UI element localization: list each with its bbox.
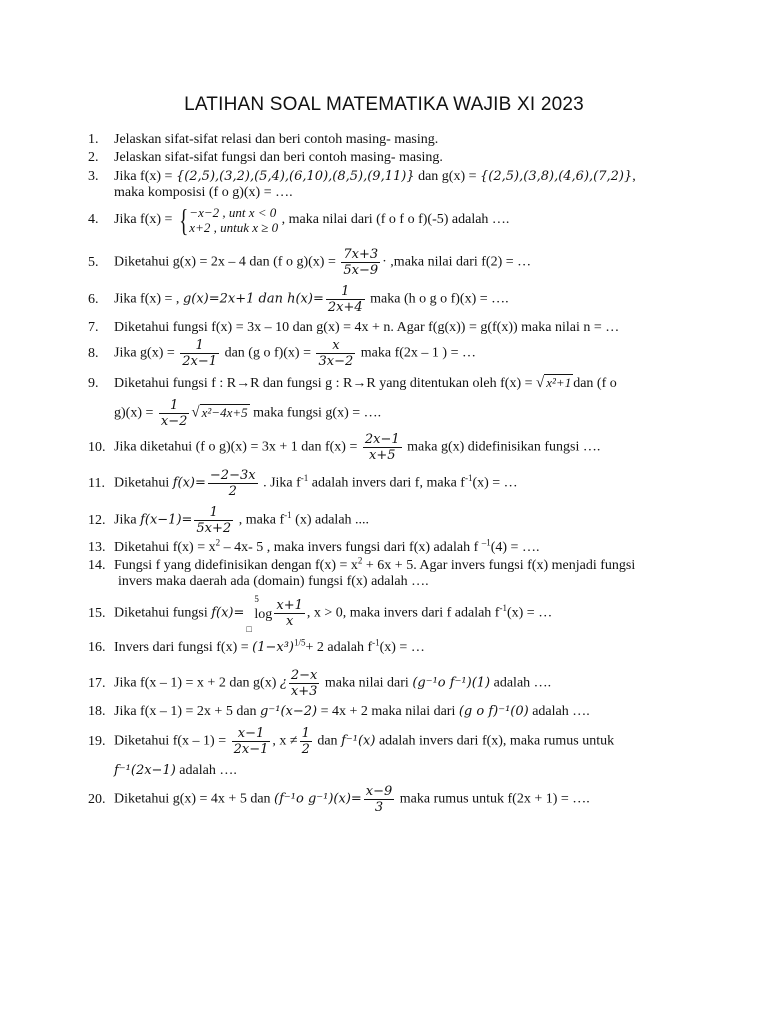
radical-sign: √ xyxy=(191,404,200,421)
question-1: 1. Jelaskan sifat-sifat relasi dan beri contoh masing- masing. xyxy=(88,132,439,147)
fraction: $\frac{-2-3x}{2}$ xyxy=(209,468,256,499)
fraction: $\frac{x+1}{x}$ xyxy=(276,598,303,629)
question-4: 4. Jika f(x) = { −x−2 , unt x < 0 x+2 , untuk x ≥ 0 , maka nilai dari (f o f o f)(-5) adalah …. xyxy=(88,202,510,238)
fraction: $\frac{2x-1}{x+5}$ xyxy=(364,432,400,463)
question-18: 18. Jika f(x – 1) = 2x + 5 dan g⁻¹(x−2) = 4x + 2 maka nilai dari (g o f)⁻¹(0) adalah …. xyxy=(88,704,590,719)
fraction: $\frac{2-x}{x+3}$ xyxy=(290,668,318,699)
question-7: 7. Diketahui fungsi f(x) = 3x – 10 dan g(x) = 4x + n. Agar f(g(x)) = g(f(x)) maka nilai n = … xyxy=(88,320,620,335)
question-6: 6. Jika f(x) = , g(x)=2x+1 dan h(x)= $\frac{1}{2x+4}$ maka (h o g o f)(x) = …. xyxy=(88,284,509,315)
piecewise-cases: −x−2 , unt x < 0 x+2 , untuk x ≥ 0 xyxy=(189,205,279,235)
fraction: $\frac{x-1}{2x-1}$ xyxy=(233,726,269,757)
fraction: $\frac{x-9}{3}$ xyxy=(365,784,393,815)
cases-brace: { xyxy=(179,202,189,238)
question-11: 11. Diketahui f(x)= $\frac{-2-3x}{2}$ . Jika $f^{-1}$ adalah invers dari f, maka $f^{-1}(x)$ = … xyxy=(88,468,518,499)
fraction: $\frac{x}{3x-2}$ xyxy=(318,338,354,369)
fraction: $\frac{1}{x-2}$ xyxy=(160,398,188,429)
fraction: $\frac{1}{2}$ xyxy=(301,726,310,757)
question-13: 13. Diketahui $f(x) = x^2 - 4x-$ 5 , maka invers fungsi dari f(x) adalah f $^{-1}$(4) = …. xyxy=(88,537,540,555)
question-2: 2. Jelaskan sifat-sifat fungsi dan beri contoh masing- masing. xyxy=(88,150,443,165)
question-15: 15. Diketahui fungsi f(x)= 5 log □ $\frac{x+1}{x}$ , x > 0, maka invers dari f adalah $f^{-1}(x)$ = … xyxy=(88,593,553,634)
question-3-line-2: maka komposisi (f o g)(x) = …. xyxy=(114,185,293,200)
fraction: $\frac{1}{2x+4}$ xyxy=(327,284,363,315)
radical-sign: √ xyxy=(536,375,545,391)
question-14: 14. Fungsi f yang didefinisikan dengan $f(x) = x^2 + 6x + 5$. Agar invers fungsi f(x) menjadi fungsi invers maka daerah ada (domain) fungsi f(x) adalah …. xyxy=(88,558,688,590)
logarithm: 5 log □ xyxy=(246,593,273,634)
fraction: $\frac{1}{5x+2}$ xyxy=(196,505,232,536)
question-8: 8. Jika g(x) = $\frac{1}{2x-1}$ dan (g o f)(x) = $\frac{x}{3x-2}$ maka f(2x – 1 ) = … xyxy=(88,338,476,369)
question-10: 10. Jika diketahui (f o g)(x) = 3x + 1 dan f(x) = $\frac{2x-1}{x+5}$ maka g(x) didefinisikan fungsi …. xyxy=(88,432,601,463)
question-9: 9. Diketahui fungsi f : R→R dan fungsi g : R→R yang ditentukan oleh f(x) = √ x²+1 dan (f o g)(x) = $\frac{1}{x-2}$ √ x²−4x+5 maka fungsi g(x) = …. xyxy=(88,374,688,429)
fraction: $\frac{1}{2x-1}$ xyxy=(182,338,218,369)
question-19-line-2: f⁻¹(2x−1) adalah …. xyxy=(114,763,237,778)
question-20: 20. Diketahui g(x) = 4x + 5 dan (f⁻¹o g⁻¹)(x)= $\frac{x-9}{3}$ maka rumus untuk f(2x + 1) = …. xyxy=(88,784,590,815)
document-title: LATIHAN SOAL MATEMATIKA WAJIB XI 2023 xyxy=(184,94,584,115)
question-5: 5. Diketahui g(x) = 2x – 4 dan (f o g)(x) = $\frac{7x+3}{5x-9}$ · ,maka nilai dari f(2) = … xyxy=(88,247,532,278)
question-14-line-2: invers maka daerah ada (domain) fungsi f(x) adalah …. xyxy=(118,574,429,589)
question-17: 17. Jika f(x – 1) = x + 2 dan g(x) ¿ $\frac{2-x}{x+3}$ maka nilai dari (g⁻¹o f⁻¹)(1) adalah …. xyxy=(88,668,552,699)
question-12: 12. Jika f(x−1)= $\frac{1}{5x+2}$ , maka $f^{-1}$ (x) adalah .... xyxy=(88,505,370,536)
question-16: 16. Invers dari fungsi $f(x) = (1-x^3)^{1/5}+ 2$ adalah $f^{-1}(x)$ = … xyxy=(88,637,425,655)
question-3: 3. Jika f(x) = {(2,5),(3,2),(5,4),(6,10),(8,5),(9,11)} dan g(x) = {(2,5),(3,8),(4,6),(7,2)}, maka komposisi (f o g)(x) = …. xyxy=(88,169,688,201)
fraction: $\frac{7x+3}{5x-9}$ xyxy=(343,247,379,278)
question-19: 19. Diketahui f(x – 1) = $\frac{x-1}{2x-1}$ , x ≠ $\frac{1}{2}$ dan f⁻¹(x) adalah invers dari f(x), maka rumus untuk f⁻¹(2x−1) adalah …. xyxy=(88,726,688,779)
question-9-line-2: g)(x) = $\frac{1}{x-2}$ √ x²−4x+5 maka fungsi g(x) = …. xyxy=(114,398,382,429)
